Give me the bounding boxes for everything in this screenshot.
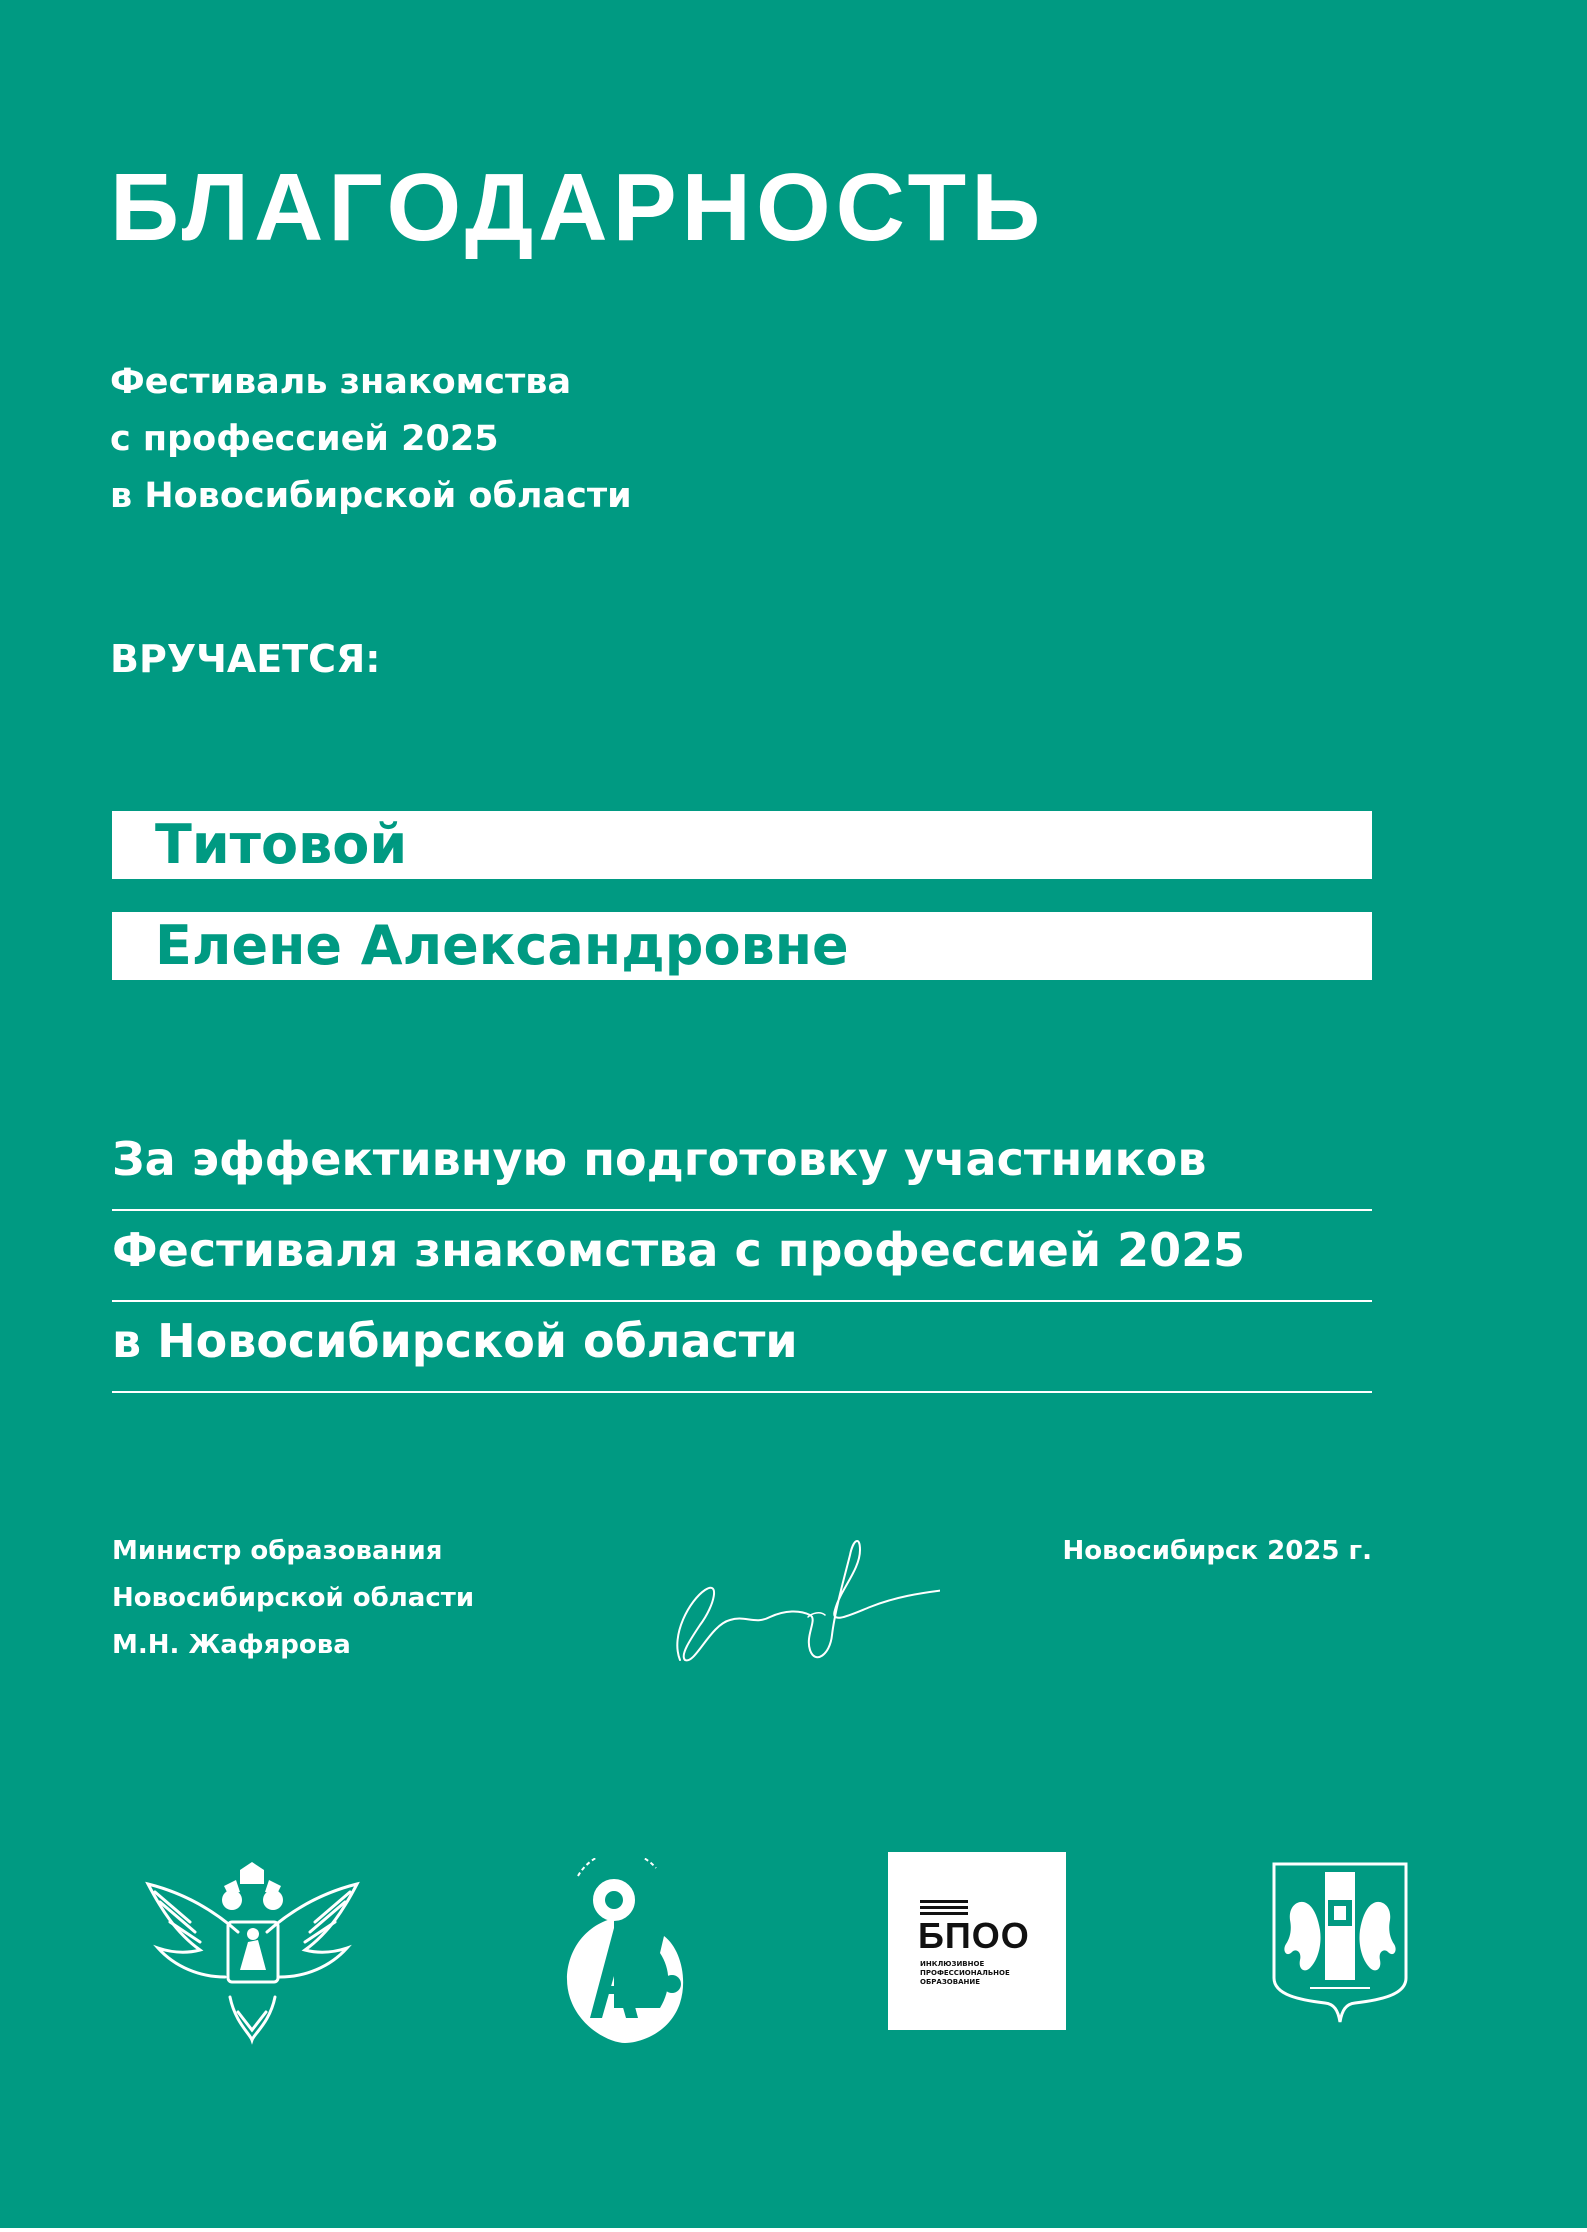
festival-subtitle — [110, 354, 910, 525]
place-and-date: Новосибирск 2025 г. — [1062, 1536, 1372, 1566]
reason-line: За эффективную подготовку участников — [112, 1120, 1372, 1211]
signatory-line: Министр образования — [112, 1536, 443, 1566]
signatory-block — [112, 1528, 474, 1669]
region-coat-of-arms-icon — [1270, 1860, 1410, 2025]
bpoo-caption — [920, 1960, 1050, 1987]
award-reason — [112, 1120, 1372, 1393]
reason-line: в Новосибирской области — [112, 1302, 1372, 1393]
ministry-eagle-icon — [140, 1862, 365, 2047]
recipient-surname: Титовой — [112, 811, 1372, 879]
bpoo-name: БПОО — [918, 1915, 1030, 1956]
recipient-given-names: Елене Александровне — [112, 912, 1372, 980]
handwritten-signature — [660, 1515, 940, 1675]
signatory-line: Новосибирской области — [112, 1583, 475, 1613]
subtitle-line: в Новосибирской области — [110, 476, 632, 516]
awarded-to-label: ВРУЧАЕТСЯ: — [110, 637, 381, 681]
bpoo-caption-line: ИНКЛЮЗИВНОЕ — [920, 1960, 985, 1968]
bpoo-caption-line: ПРОФЕССИОНАЛЬНОЕ — [920, 1969, 1010, 1977]
subtitle-line: с профессией 2025 — [110, 419, 499, 459]
certificate-title: БЛАГОДАРНОСТЬ — [110, 154, 1046, 261]
reason-line: Фестиваля знакомства с профессией 2025 — [112, 1211, 1372, 1302]
bpoo-logo — [888, 1852, 1066, 2030]
signatory-line: М.Н. Жафярова — [112, 1630, 351, 1660]
festival-compass-icon — [560, 1858, 690, 2043]
subtitle-line: Фестиваль знакомства — [110, 362, 572, 402]
bpoo-caption-line: ОБРАЗОВАНИЕ — [920, 1978, 981, 1986]
